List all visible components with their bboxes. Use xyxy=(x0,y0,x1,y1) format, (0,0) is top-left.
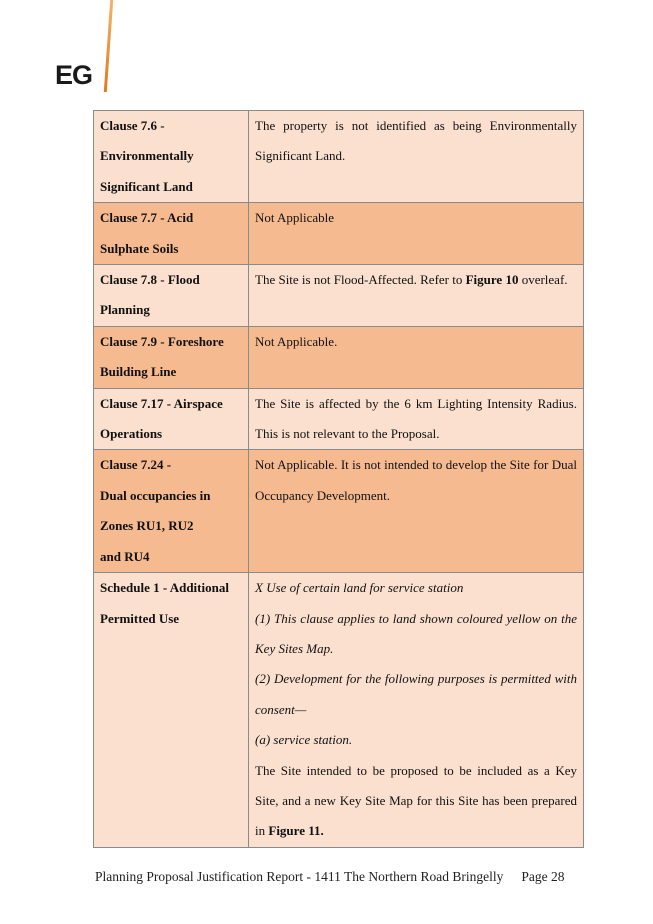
clause-content: Not Applicable xyxy=(249,203,584,265)
clause-label: Schedule 1 - Additional Permitted Use xyxy=(94,573,249,848)
clause-label: Clause 7.24 - Dual occupancies in Zones RU1, RU2 and RU4 xyxy=(94,450,249,573)
page-number: Page 28 xyxy=(521,869,565,884)
footer-title: Planning Proposal Justification Report - 1411 The Northern Road Bringelly xyxy=(95,869,504,884)
clause-label: Clause 7.17 - Airspace Operations xyxy=(94,388,249,450)
logo-text: EG xyxy=(55,60,93,90)
table-row xyxy=(94,450,584,573)
table-row xyxy=(94,573,584,848)
clause-content: The Site is not Flood-Affected. Refer to Figure 10 overleaf. xyxy=(249,265,584,327)
logo-accent-bar xyxy=(104,0,113,92)
schedule-subclause: (a) service station. xyxy=(255,732,353,748)
page-footer xyxy=(95,869,564,885)
clause-content: The Site is affected by the 6 km Lighting Intensity Radius. This is not relevant to the Proposal. xyxy=(249,388,584,450)
schedule-heading: X Use of certain land for service station xyxy=(255,580,464,596)
table-row xyxy=(94,326,584,388)
table-row xyxy=(94,265,584,327)
eg-logo xyxy=(55,0,125,95)
clause-content: Not Applicable. xyxy=(249,326,584,388)
clause-content: The property is not identified as being Environmentally Significant Land. xyxy=(249,111,584,203)
clause-label: Clause 7.9 - Foreshore Building Line xyxy=(94,326,249,388)
clause-content: X Use of certain land for service station (1) This clause applies to land shown coloured yellow on the Key Sites Map. (2) Development for the following purposes is permitted with consent— (a) service station. The Site intended to be proposed to be included as a Key Site, and a new Key Site Map for this Site has been prepared in Figure 11. xyxy=(249,573,584,848)
table-row xyxy=(94,203,584,265)
clause-content: Not Applicable. It is not intended to develop the Site for Dual Occupancy Development. xyxy=(249,450,584,573)
clause-label: Clause 7.8 - Flood Planning xyxy=(94,265,249,327)
figure-reference: Figure 11. xyxy=(268,823,324,839)
clause-label: Clause 7.6 - Environmentally Significant Land xyxy=(94,111,249,203)
schedule-subclause: (2) Development for the following purposes is permitted with consent— xyxy=(255,671,577,717)
schedule-subclause: (1) This clause applies to land shown coloured yellow on the Key Sites Map. xyxy=(255,610,577,656)
clauses-table xyxy=(93,110,584,848)
table-row xyxy=(94,388,584,450)
figure-reference: Figure 10 xyxy=(465,272,519,288)
clause-label: Clause 7.7 - Acid Sulphate Soils xyxy=(94,203,249,265)
table-row xyxy=(94,111,584,203)
